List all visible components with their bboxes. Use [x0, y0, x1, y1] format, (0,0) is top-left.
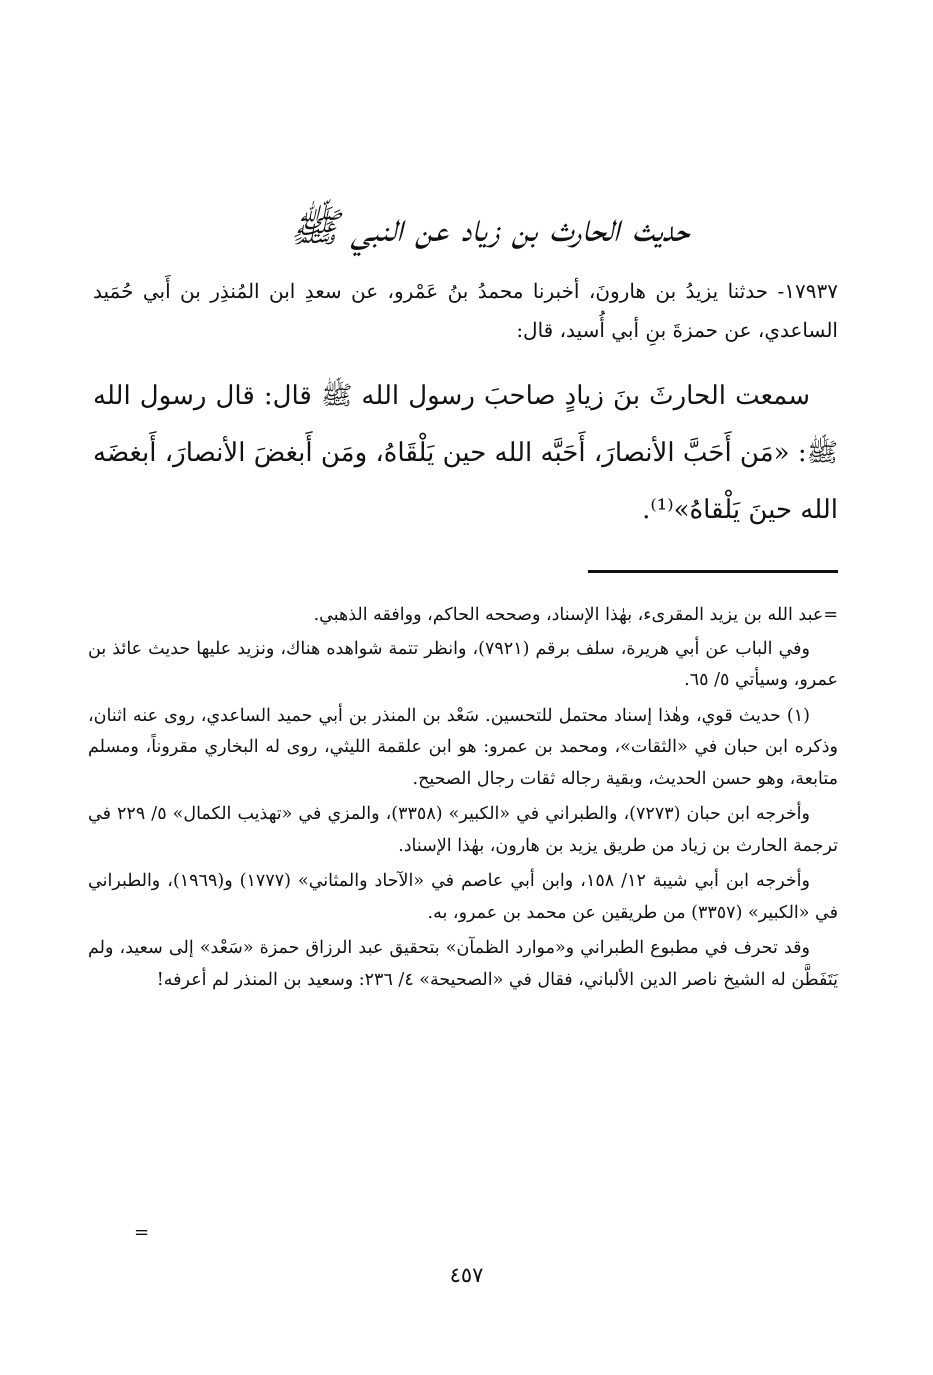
- footnote-continuation-extra: وفي الباب عن أبي هريرة، سلف برقم (٧٩٢١)، وانظر تتمة شواهده هناك، ونزيد عليها حديث عائذ بن عمرو، وسيأتي ٥/ ٦٥.: [88, 638, 838, 690]
- hadith-isnad: ١٧٩٣٧- حدثنا يزيدُ بن هارونَ، أخبرنا محمدُ بنُ عَمْرو، عن سعدِ ابن المُنذِر بن أَبي حُمَيد الساعدي، عن حمزةَ بنِ أبي أُسيد، قال:: [93, 279, 839, 342]
- footnote-continues-marker: =: [134, 1222, 150, 1243]
- hadith-matn: [93, 368, 838, 539]
- hadith-matn-text: سمعت الحارثَ بنَ زيادٍ صاحبَ رسول الله ﷺ قال: قال رسول الله ﷺ: «مَن أَحَبَّ الأنصارَ، أَحَبَّه الله حين يَلْقَاهُ، ومَن أَبغضَ الأنصارَ، أَبغضَه الله حينَ يَلْقاهُ»⁽¹⁾.: [93, 381, 838, 525]
- footnote-separator: [588, 570, 838, 573]
- footnote-continuation: =عبد الله بن يزيد المقرىء، بهٰذا الإسناد، وصححه الحاكم، ووافقه الذهبي.: [313, 605, 838, 625]
- footnote-1: (١) حديث قوي، وهٰذا إسناد محتمل للتحسين. سَعْد بن المنذر بن أبي حميد الساعدي، روى عنه اثنان، وذكره ابن حبان في «الثقات»، ومحمد بن عمرو: هو ابن علقمة الليثي، روى له البخاري مقروناً، ومسلم متابعة، وهو حسن الحديث، وبقية رجاله ثقات رجال الصحيح.: [88, 705, 838, 789]
- footnotes: [88, 600, 838, 1000]
- page-number: ٤٥٧: [449, 1263, 484, 1287]
- footnote-1-tahrif: وقد تحرف في مطبوع الطبراني و«موارد الظمآن» بتحقيق عبد الرزاق حمزة «سَعْد» إلى سعيد، ولم يَتَفَطَّن له الشيخ ناصر الدين الألباني، فقال في «الصحيحة» ٤/ ٢٣٦: وسعيد بن المنذر لم أعرفه!: [88, 938, 838, 990]
- footnote-1-takhrij-1: وأخرجه ابن حبان (٧٢٧٣)، والطبراني في «الكبير» (٣٣٥٨)، والمزي في «تهذيب الكمال» ٥/ ٢٢٩ في ترجمة الحارث بن زياد من طريق يزيد بن هارون، بهٰذا الإسناد.: [88, 804, 838, 856]
- chapter-heading: حديث الحارث بن زياد عن النبي ﷺ: [290, 205, 690, 251]
- footnote-1-takhrij-2: وأخرجه ابن أبي شيبة ١٢/ ١٥٨، وابن أبي عاصم في «الآحاد والمثاني» (١٧٧٧) و(١٩٦٩)، والطبراني في «الكبير» (٣٣٥٧) من طريقين عن محمد بن عمرو، به.: [88, 871, 838, 923]
